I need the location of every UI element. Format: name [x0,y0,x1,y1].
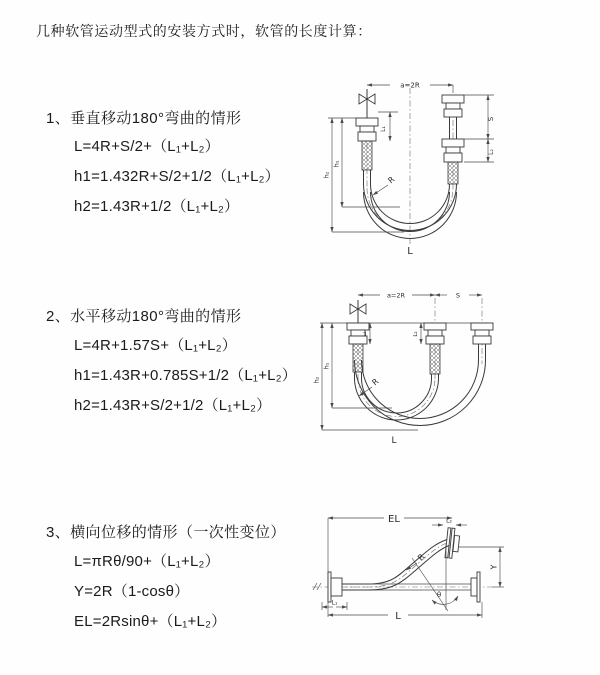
dimension-l2 [488,139,495,162]
formula-h1-1: h1=1.432R+S/2+1/2（L₁+L₂） [74,168,280,185]
label-l1: L₁ [331,599,338,607]
label-l2: L₂ [446,517,452,525]
formula-l-2: L=4R+1.57S+（L₁+L₂） [74,337,237,354]
hose-u-bend [355,360,486,426]
label-l2: L₂ [488,149,495,155]
formula-l-3: L=πRθ/90+（L₁+L₂） [74,553,220,570]
diagram-horizontal-180-bend [306,278,598,446]
middle-hose-fitting [424,323,446,378]
formula-el-3: EL=2Rsinθ+（L₁+L₂） [74,613,227,630]
label-el: EL [388,514,400,525]
label-h1: h₁ [332,160,341,168]
right-hose-fitting [471,323,493,360]
braid-texture [448,162,458,184]
formula-y-3: Y=2R（1-cosθ） [74,583,190,600]
formula-l-1: L=4R+S/2+（L₁+L₂） [74,138,220,155]
formula-h1-2: h1=1.43R+0.785S+1/2（L₁+L₂） [74,367,297,384]
hose-s-curve [342,540,449,591]
label-a2r: a=2R [386,291,406,300]
formula-h2-1: h2=1.43R+1/2（L₁+L₂） [74,198,240,215]
label-theta: θ [436,591,442,599]
dimension-l [328,599,482,622]
centerline-break-mark [313,583,321,590]
left-flange [328,572,342,602]
dimension-l1 [378,112,398,141]
dimension-s [435,292,482,300]
dimension-y [458,547,504,587]
label-l1: L₁ [362,331,368,337]
left-hose-fitting [347,323,369,378]
section-1-heading: 1、垂直移动180°弯曲的情形 [46,110,242,127]
radius-leader [373,175,397,195]
formula-h2-2: h2=1.43R+S/2+1/2（L₁+L₂） [74,397,272,414]
valve-icon [359,89,375,118]
section-2-heading: 2、水平移动180°弯曲的情形 [46,308,242,325]
diagram-vertical-180-bend [312,72,590,260]
label-h1: h₁ [322,362,331,370]
dimension-a2r [358,292,435,300]
page-title: 几种软管运动型式的安装方式时，软管的长度计算： [36,23,372,39]
label-y: Y [489,564,499,570]
label-r: R [416,552,427,563]
label-h2: h₂ [312,376,321,384]
label-r: R [370,376,381,388]
label-l: L [395,611,401,622]
label-a2r: a=2R [400,81,420,90]
right-hose-fitting [442,95,464,184]
moved-flange [445,528,460,559]
braid-texture [362,141,372,170]
dimension-l1 [322,600,347,611]
label-l1: L₁ [380,126,387,132]
section-3-heading: 3、横向位移的情形（一次性变位） [46,524,286,541]
dimension-l2 [432,518,467,526]
label-h2: h₂ [322,171,331,179]
label-l: L [407,246,413,257]
valve-icon [350,300,366,323]
label-s: S [455,291,461,300]
diagram-lateral-displacement [296,498,596,648]
braid-texture [430,344,440,374]
label-l2: L₂ [413,331,419,337]
left-hose-fitting [356,118,378,184]
label-l: L [391,436,397,446]
label-s: S [487,116,495,122]
label-r: R [386,174,397,186]
dimension-l2 [413,323,421,344]
